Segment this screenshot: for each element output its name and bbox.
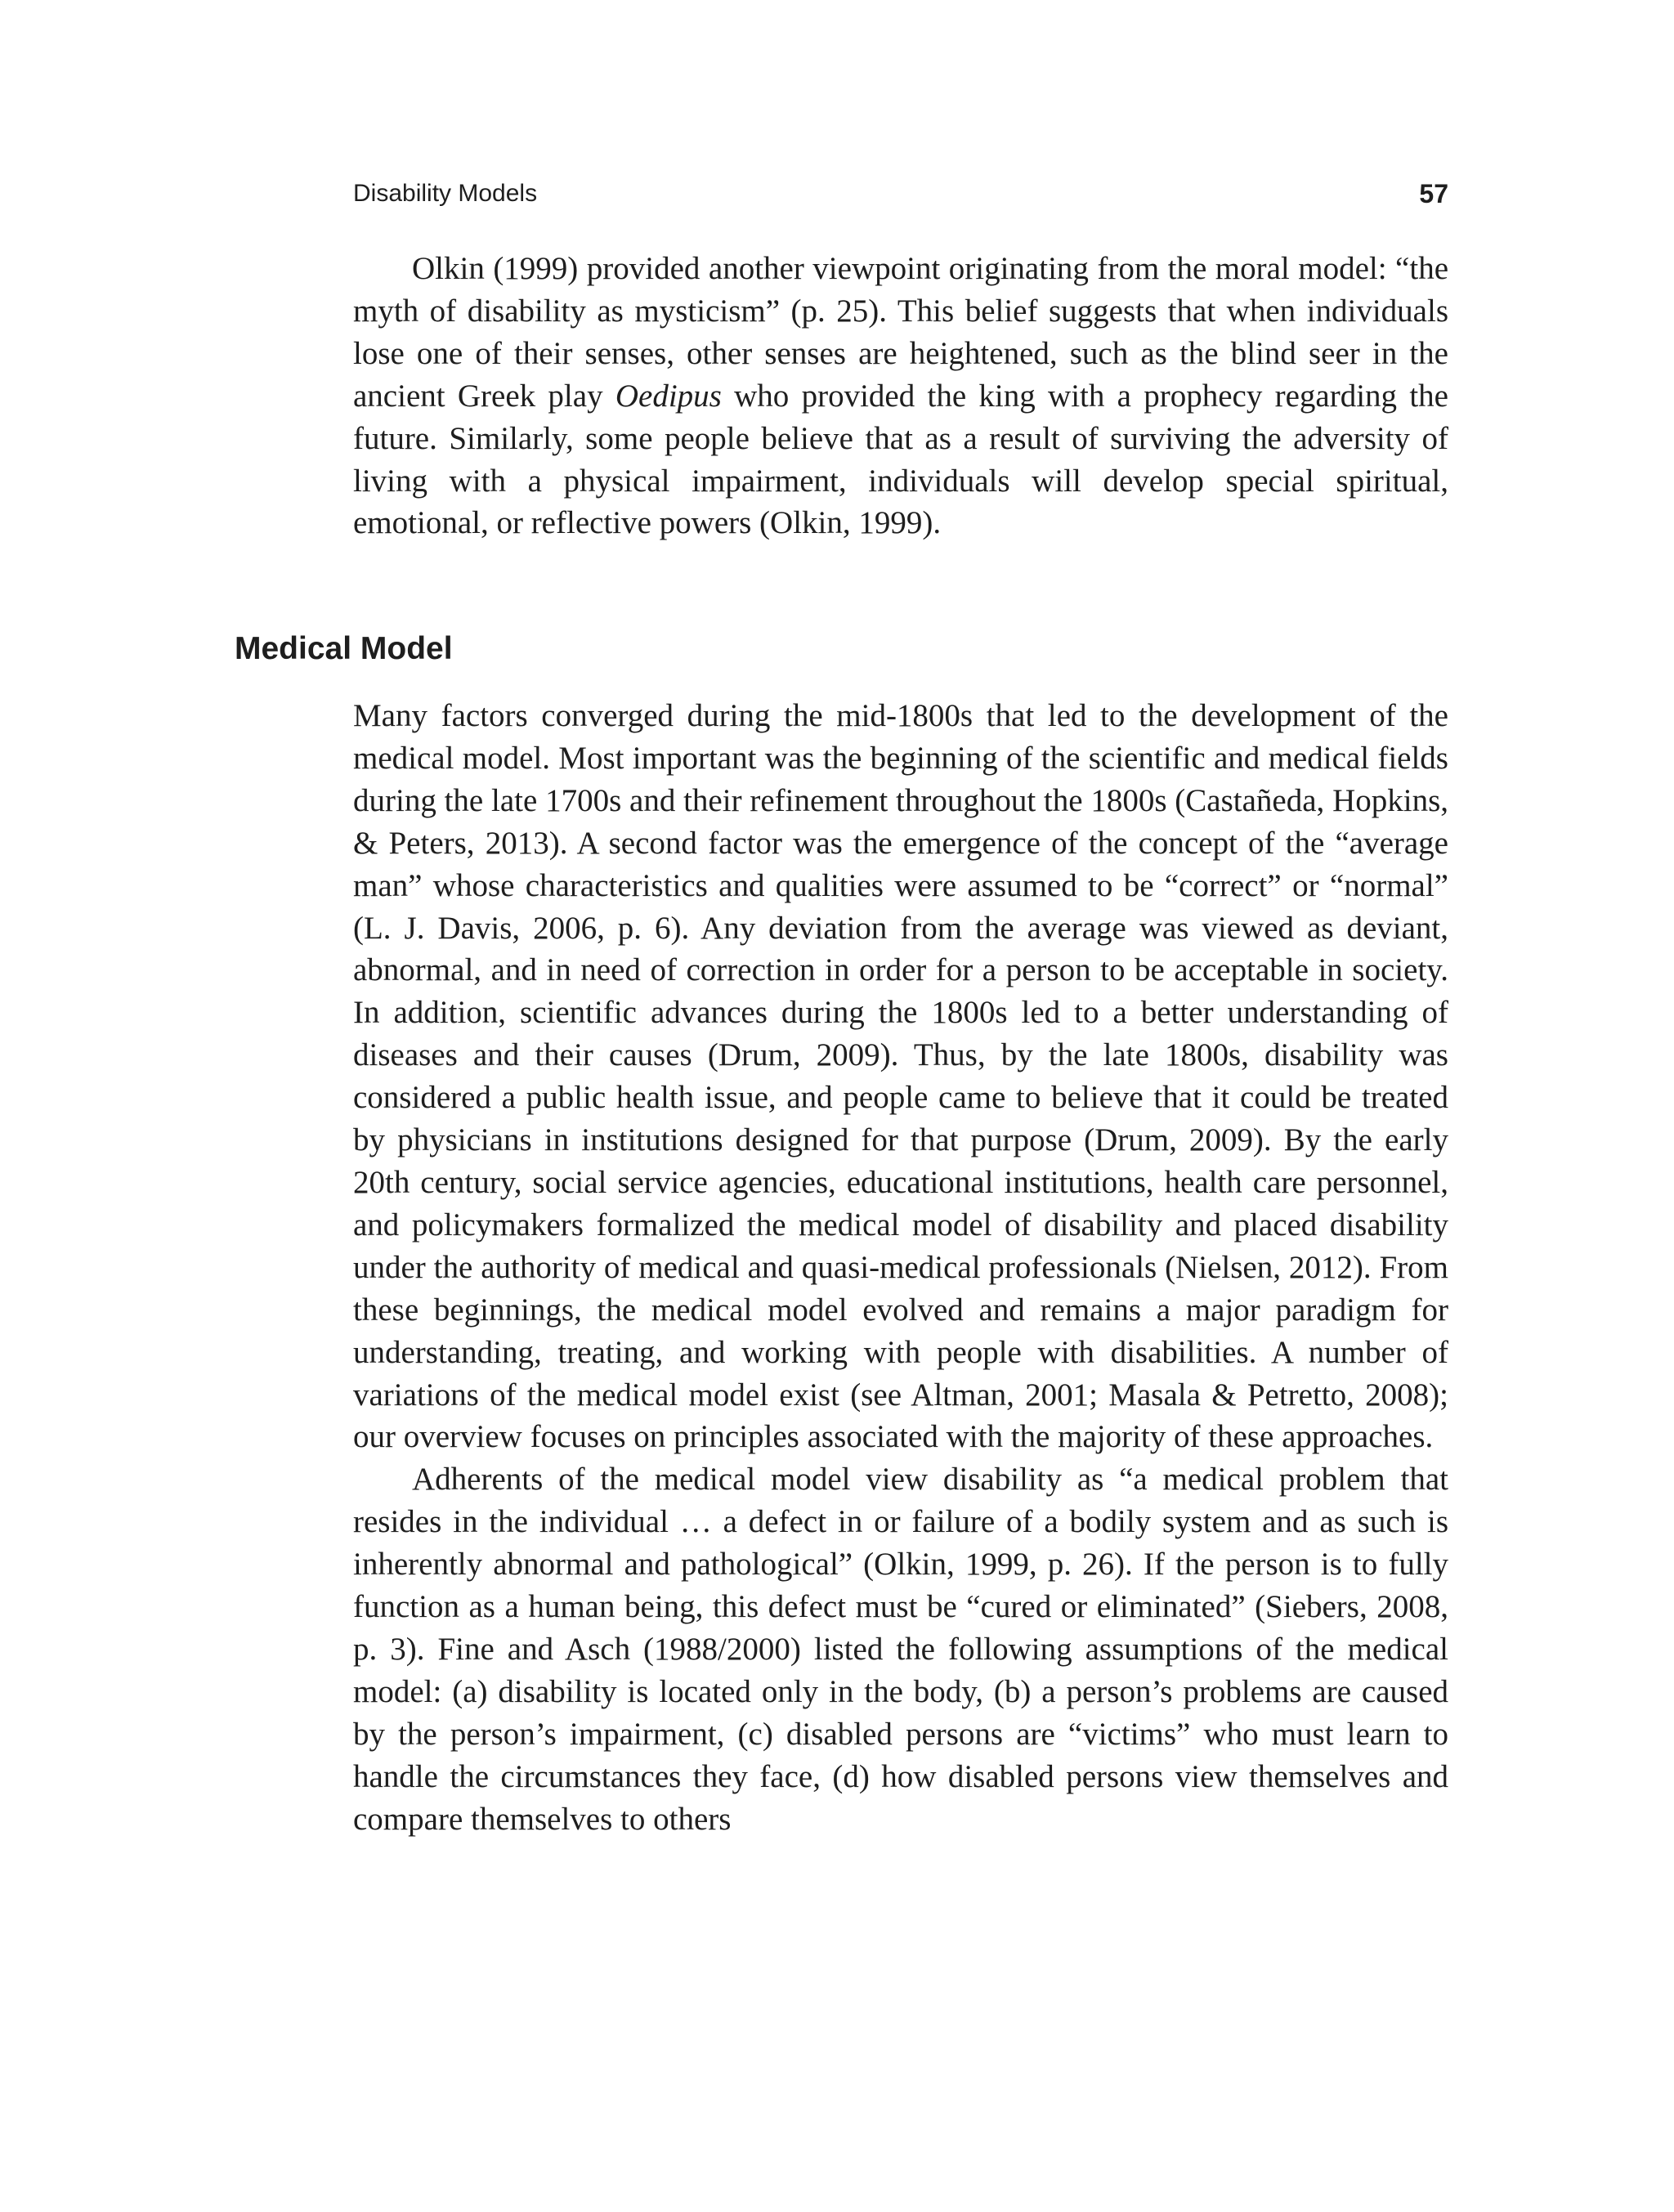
page-number: 57 bbox=[1419, 179, 1448, 208]
paragraph-text: who provided the king with a prophecy regarding the future. Similarly, some people believe that as a result of surviving the adversity of living with a physical impairment, individuals will develop special spiritual, emotional, or reflective powers (Olkin, 1999). bbox=[353, 378, 1448, 541]
section-heading: Medical Model bbox=[235, 631, 453, 666]
body-text-top bbox=[353, 248, 1448, 544]
paragraph-medical-adherents: Adherents of the medical model view disability as “a medical problem that resides in the individual … a defect in or failure of a bodily system and as such is inherently abnormal and pathological” (Olkin, 1999, p. 26). If the person is to fully function as a human being, this defect must be “cured or eliminated” (Siebers, 2008, p. 3). Fine and Asch (1988/2000) listed the following assumptions of the medical model: (a) disability is located only in the body, (b) a person’s problems are caused by the person’s impairment, (c) disabled persons are “victims” who must learn to handle the circumstances they face, (d) how disabled persons view themselves and compare themselves to others bbox=[353, 1462, 1448, 1837]
running-head bbox=[353, 174, 1448, 213]
paragraph-text: Olkin (1999) provided another viewpoint originating from the moral model: “the myth of disability as mysticism” (p. 25). This belief suggests that when individuals lose one of their senses, other senses are heightened, such as the blind seer in the ancient Greek play bbox=[353, 251, 1448, 414]
paragraph-medical-origins: Many factors converged during the mid-1800s that led to the development of the medical model. Most important was the beginning of the scientific and medical fields during the late 1700s and their refinement throughout the 1800s (Castañeda, Hopkins, & Peters, 2013). A second factor was the emergence of the concept of the “average man” whose characteristics and qualities were assumed to be “correct” or “normal” (L. J. Davis, 2006, p. 6). Any deviation from the average was viewed as deviant, abnormal, and in need of correction in order for a person to be acceptable in society. In addition, scientific advances during the 1800s led to a better understanding of diseases and their causes (Drum, 2009). Thus, by the late 1800s, disability was considered a public health issue, and people came to believe that it could be treated by physicians in institutions designed for that purpose (Drum, 2009). By the early 20th century, social service agencies, educational institutions, health care personnel, and policymakers formalized the medical model of disability and placed disability under the authority of medical and quasi-medical professionals (Nielsen, 2012). From these beginnings, the medical model evolved and remains a major paradigm for understanding, treating, and working with people with disabilities. A number of variations of the medical model exist (see Altman, 2001; Masala & Petretto, 2008); our overview focuses on principles associated with the majority of these approaches. bbox=[353, 698, 1448, 1455]
running-head-title: Disability Models bbox=[353, 180, 538, 207]
play-title-emphasis: Oedipus bbox=[615, 378, 722, 414]
body-text-medical-model bbox=[353, 695, 1448, 1840]
paragraph-olkin-mysticism bbox=[353, 248, 1448, 544]
